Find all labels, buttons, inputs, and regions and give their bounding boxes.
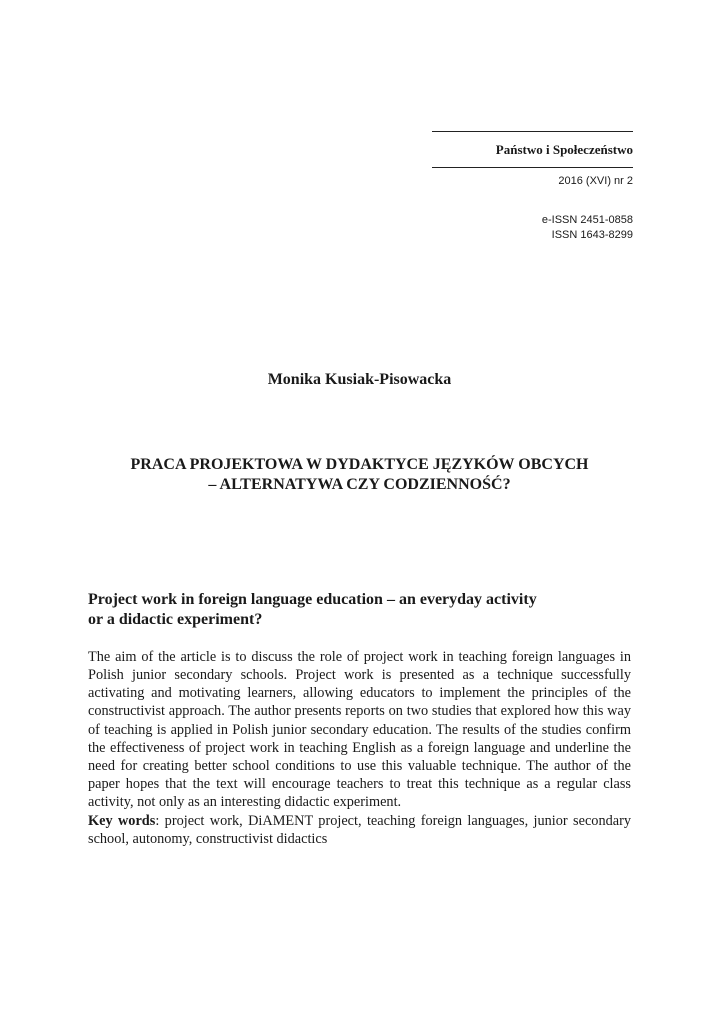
keywords — [88, 812, 631, 848]
polish-title-line-2: – ALTERNATYWA CZY CODZIENNOŚĆ? — [208, 476, 511, 493]
english-title-line-2: or a didactic experiment? — [88, 611, 263, 628]
eissn: e-ISSN 2451-0858 — [541, 214, 633, 226]
english-title — [88, 590, 608, 630]
author-name: Monika Kusiak-Pisowacka — [267, 371, 452, 388]
keywords-list: : project work, DiAMENT project, teaching foreign languages, junior secondary school, autonomy, constructivist didactics — [88, 813, 631, 848]
english-title-line-1: Project work in foreign language education – an everyday activity — [88, 591, 537, 608]
keywords-label: Key words — [88, 813, 156, 829]
abstract: The aim of the article is to discuss the role of project work in teaching foreign languages in Polish junior secondary schools. Project work is presented as a technique successfully activating and motivating learners, allowing educators to implement the principles of the constructivist approach. The author presents reports on two studies that explored how this way of teaching is applied in Polish junior secondary education. The results of the studies confirm the effectiveness of project work in teaching English as a foreign language and underline the need for creating better school conditions to use this valuable technique. The author of the paper hopes that the text will encourage teachers to treat this technique as a regular class activity, not only as an interesting didactic experiment. — [88, 649, 631, 811]
journal-masthead — [432, 131, 633, 243]
journal-title: Państwo i Społeczeństwo — [495, 142, 633, 157]
issn: ISSN 1643-8299 — [551, 229, 633, 241]
issue-number: 2016 (XVI) nr 2 — [558, 175, 633, 187]
masthead-bottom-rule — [432, 167, 633, 168]
polish-title — [60, 455, 659, 495]
issn-block — [432, 213, 633, 243]
polish-title-line-1: PRACA PROJEKTOWA W DYDAKTYCE JĘZYKÓW OBCYCH — [130, 456, 589, 473]
